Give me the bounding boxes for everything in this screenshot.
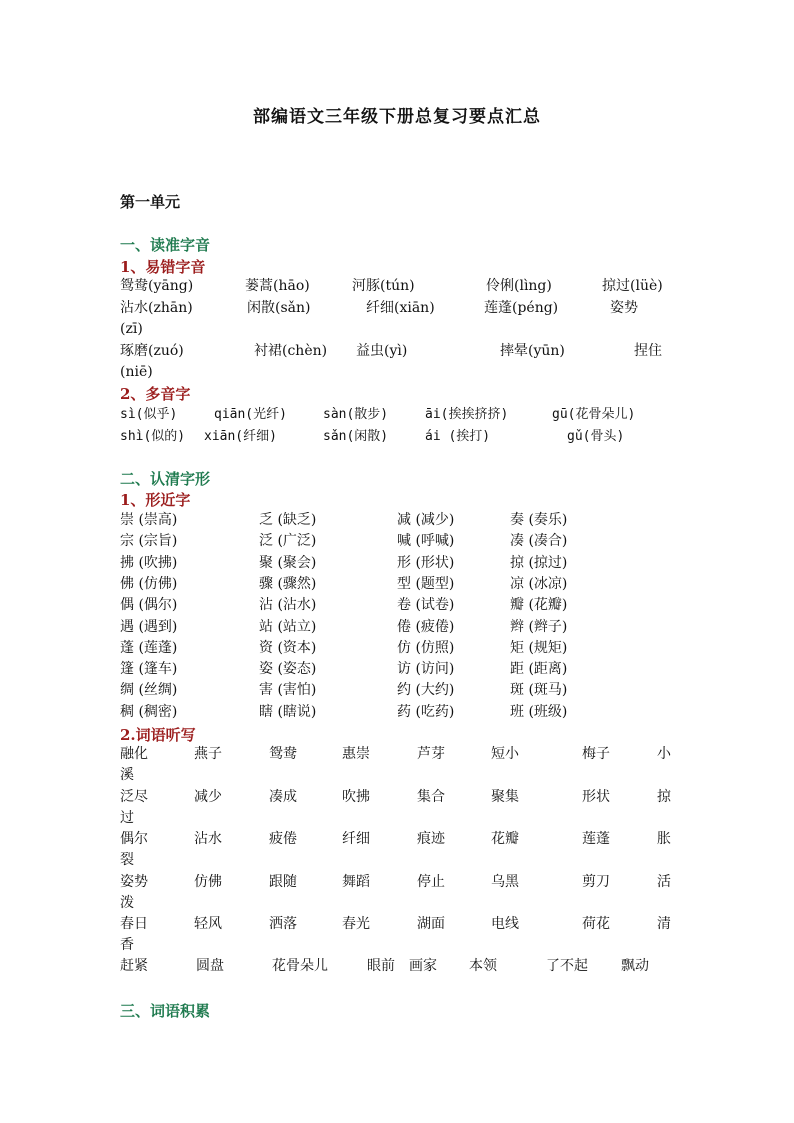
dictation-word: 圆盘 <box>196 958 224 974</box>
similar-char-item: 害 (害怕) <box>259 682 317 699</box>
dictation-word: 停止 <box>417 873 445 890</box>
dictation-word: 鸳鸯 <box>269 746 297 762</box>
dictation-word: 赶紧 <box>120 958 148 974</box>
pinyin-wrap: (zī) <box>120 321 143 337</box>
pinyin-item: 衬裙(chèn) <box>254 343 328 359</box>
pinyin-item: 沾水(zhān) <box>120 300 193 316</box>
subheading-dictation: 2.词语听写 <box>120 726 196 744</box>
dictation-row <box>120 787 684 808</box>
dictation-word: 胀 <box>657 831 671 847</box>
section-heading-vocabulary: 三、词语积累 <box>120 1002 211 1020</box>
pinyin-item: 捏住 <box>634 343 662 359</box>
pinyin-item: 伶俐(lìng) <box>486 278 552 294</box>
similar-char-item: 资 (资本) <box>259 639 317 656</box>
dictation-word: 形状 <box>582 788 610 805</box>
pinyin-item: 琢磨(zuó) <box>120 343 184 359</box>
dictation-word: 姿势 <box>120 873 148 890</box>
subheading-similar-chars: 1、形近字 <box>120 491 191 509</box>
dictation-wrap: 溪 <box>120 767 134 783</box>
similar-char-item: 姿 (姿态) <box>259 661 317 678</box>
pinyin-item: 纤细(xiān) <box>366 300 435 316</box>
similar-char-item: 蓬 (莲蓬) <box>120 639 178 656</box>
dictation-wrap: 香 <box>120 937 134 953</box>
dictation-word: 仿佛 <box>194 873 222 890</box>
similar-char-item: 聚 (聚会) <box>259 554 317 571</box>
dictation-row <box>120 829 684 850</box>
similar-char-item: 辫 (辫子) <box>510 618 568 635</box>
polyphonic-item: sàn(散步) <box>323 407 389 422</box>
dictation-word: 吹拂 <box>342 788 370 805</box>
dictation-word: 清 <box>657 916 671 932</box>
dictation-word: 活 <box>657 873 671 890</box>
similar-chars-row <box>120 531 684 552</box>
similar-char-item: 斑 (斑马) <box>510 682 568 699</box>
dictation-word: 花骨朵儿 <box>272 958 328 974</box>
similar-char-item: 瓣 (花瓣) <box>510 597 568 614</box>
polyphonic-item: qiān(光纤) <box>214 407 287 422</box>
polyphonic-item: shì(似的) <box>120 429 186 444</box>
dictation-word: 春日 <box>120 916 148 932</box>
similar-char-item: 站 (站立) <box>259 618 317 635</box>
polyphonic-item: sì(似乎) <box>120 407 178 422</box>
similar-char-item: 访 (访问) <box>397 661 455 678</box>
similar-char-item: 凑 (凑合) <box>510 533 568 550</box>
unit-heading: 第一单元 <box>120 193 181 211</box>
pinyin-item: 姿势 <box>610 300 638 316</box>
similar-chars-row <box>120 510 684 531</box>
similar-char-item: 乏 (缺乏) <box>259 512 317 528</box>
dictation-word: 疲倦 <box>269 831 297 847</box>
dictation-last-row <box>120 956 684 977</box>
similar-chars-row <box>120 595 684 616</box>
similar-char-item: 骤 (骤然) <box>259 575 317 592</box>
dictation-word: 剪刀 <box>582 873 610 890</box>
dictation-word: 了不起 <box>546 958 588 974</box>
similar-char-item: 距 (距离) <box>510 661 568 678</box>
similar-char-item: 形 (形状) <box>397 554 455 571</box>
dictation-word: 轻风 <box>194 916 222 932</box>
polyphonic-row-1 <box>120 404 684 425</box>
similar-char-item: 矩 (规矩) <box>510 639 568 656</box>
polyphonic-item: ái (挨打) <box>425 429 491 444</box>
similar-char-item: 奏 (奏乐) <box>510 512 568 528</box>
similar-chars-row <box>120 553 684 574</box>
dictation-row <box>120 872 684 893</box>
dictation-word: 飘动 <box>621 958 649 974</box>
similar-char-item: 减 (减少) <box>397 512 455 528</box>
pinyin-item: 摔晕(yūn) <box>500 343 565 359</box>
dictation-word: 花瓣 <box>491 831 519 847</box>
similar-chars-row <box>120 659 684 680</box>
similar-char-item: 遇 (遇到) <box>120 618 178 635</box>
similar-char-item: 泛 (广泛) <box>259 533 317 550</box>
similar-char-item: 药 (吃药) <box>397 703 455 720</box>
similar-char-item: 型 (题型) <box>397 575 455 592</box>
dictation-word: 跟随 <box>269 873 297 890</box>
dictation-word: 短小 <box>491 746 519 762</box>
section-heading-pronunciation: 一、读准字音 <box>120 236 211 254</box>
polyphonic-item: gǔ(骨头) <box>567 429 625 444</box>
dictation-word: 凑成 <box>269 788 297 805</box>
similar-chars-row <box>120 680 684 701</box>
dictation-word: 乌黑 <box>491 873 519 890</box>
dictation-word: 泛尽 <box>120 788 148 805</box>
polyphonic-row-2 <box>120 426 684 447</box>
dictation-word: 沾水 <box>194 831 222 847</box>
dictation-word: 湖面 <box>417 916 445 932</box>
dictation-word: 洒落 <box>269 916 297 932</box>
dictation-word: 掠 <box>657 788 671 805</box>
pinyin-item: 河豚(tún) <box>352 278 415 294</box>
dictation-word: 纤细 <box>342 831 370 847</box>
dictation-word: 舞蹈 <box>342 873 370 890</box>
dictation-word: 眼前 <box>367 958 395 974</box>
similar-char-item: 沾 (沾水) <box>259 597 317 614</box>
dictation-row <box>120 914 684 935</box>
similar-char-item: 拂 (吹拂) <box>120 554 178 571</box>
similar-char-item: 班 (班级) <box>510 703 568 720</box>
similar-char-item: 篷 (篷车) <box>120 661 178 678</box>
pinyin-wrap: (niē) <box>120 364 153 380</box>
subheading-error-prone-sounds: 1、易错字音 <box>120 258 206 276</box>
page-title: 部编语文三年级下册总复习要点汇总 <box>253 107 541 127</box>
dictation-word: 莲蓬 <box>582 831 610 847</box>
dictation-wrap: 泼 <box>120 894 134 911</box>
similar-char-item: 仿 (仿照) <box>397 639 455 656</box>
section-heading-glyphs: 二、认清字形 <box>120 470 211 488</box>
pinyin-row-3 <box>120 341 684 362</box>
subheading-polyphonic: 2、多音字 <box>120 385 191 403</box>
dictation-wrap: 过 <box>120 809 134 826</box>
similar-char-item: 宗 (宗旨) <box>120 533 178 550</box>
similar-char-item: 绸 (丝绸) <box>120 682 178 699</box>
dictation-word: 聚集 <box>491 788 519 805</box>
similar-char-item: 瞎 (瞎说) <box>259 703 317 720</box>
similar-chars-row <box>120 574 684 595</box>
dictation-word: 芦芽 <box>417 746 445 762</box>
pinyin-row-1 <box>120 276 684 297</box>
dictation-word: 偶尔 <box>120 831 148 847</box>
similar-chars-row <box>120 617 684 638</box>
similar-char-item: 佛 (仿佛) <box>120 575 178 592</box>
similar-char-item: 掠 (掠过) <box>510 554 568 571</box>
similar-char-item: 偶 (偶尔) <box>120 597 178 614</box>
dictation-word: 小 <box>657 746 671 762</box>
pinyin-item: 益虫(yì) <box>356 343 408 359</box>
pinyin-row-2 <box>120 298 684 319</box>
dictation-word: 集合 <box>417 788 445 805</box>
similar-char-item: 凉 (冰凉) <box>510 575 568 592</box>
similar-char-item: 倦 (疲倦) <box>397 618 455 635</box>
dictation-word: 电线 <box>491 916 519 932</box>
dictation-wrap: 裂 <box>120 852 134 868</box>
pinyin-item: 闲散(sǎn) <box>247 300 311 316</box>
similar-char-item: 约 (大约) <box>397 682 455 699</box>
pinyin-item: 蒌蒿(hāo) <box>245 278 310 294</box>
dictation-word: 春光 <box>342 916 370 932</box>
dictation-word: 荷花 <box>582 916 610 932</box>
similar-chars-row <box>120 702 684 723</box>
polyphonic-item: sǎn(闲散) <box>323 429 389 444</box>
similar-chars-row <box>120 638 684 659</box>
dictation-row <box>120 744 684 765</box>
similar-char-item: 喊 (呼喊) <box>397 533 455 550</box>
pinyin-item: 鸳鸯(yāng) <box>120 278 194 294</box>
dictation-word: 梅子 <box>582 746 610 762</box>
dictation-word: 画家 <box>409 958 437 974</box>
pinyin-item: 掠过(lüè) <box>602 278 663 294</box>
polyphonic-item: xiān(纤细) <box>204 429 277 444</box>
polyphonic-item: āi(挨挨挤挤) <box>425 407 509 422</box>
similar-char-item: 卷 (试卷) <box>397 597 455 614</box>
pinyin-item: 莲蓬(péng) <box>484 300 559 316</box>
similar-char-item: 稠 (稠密) <box>120 703 178 720</box>
dictation-word: 痕迹 <box>417 831 445 847</box>
polyphonic-item: gū(花骨朵儿) <box>552 407 636 422</box>
dictation-word: 减少 <box>194 788 222 805</box>
dictation-word: 燕子 <box>194 746 222 762</box>
dictation-word: 本领 <box>469 958 497 974</box>
dictation-word: 融化 <box>120 746 148 762</box>
dictation-word: 惠崇 <box>342 746 370 762</box>
similar-char-item: 崇 (崇高) <box>120 512 178 528</box>
